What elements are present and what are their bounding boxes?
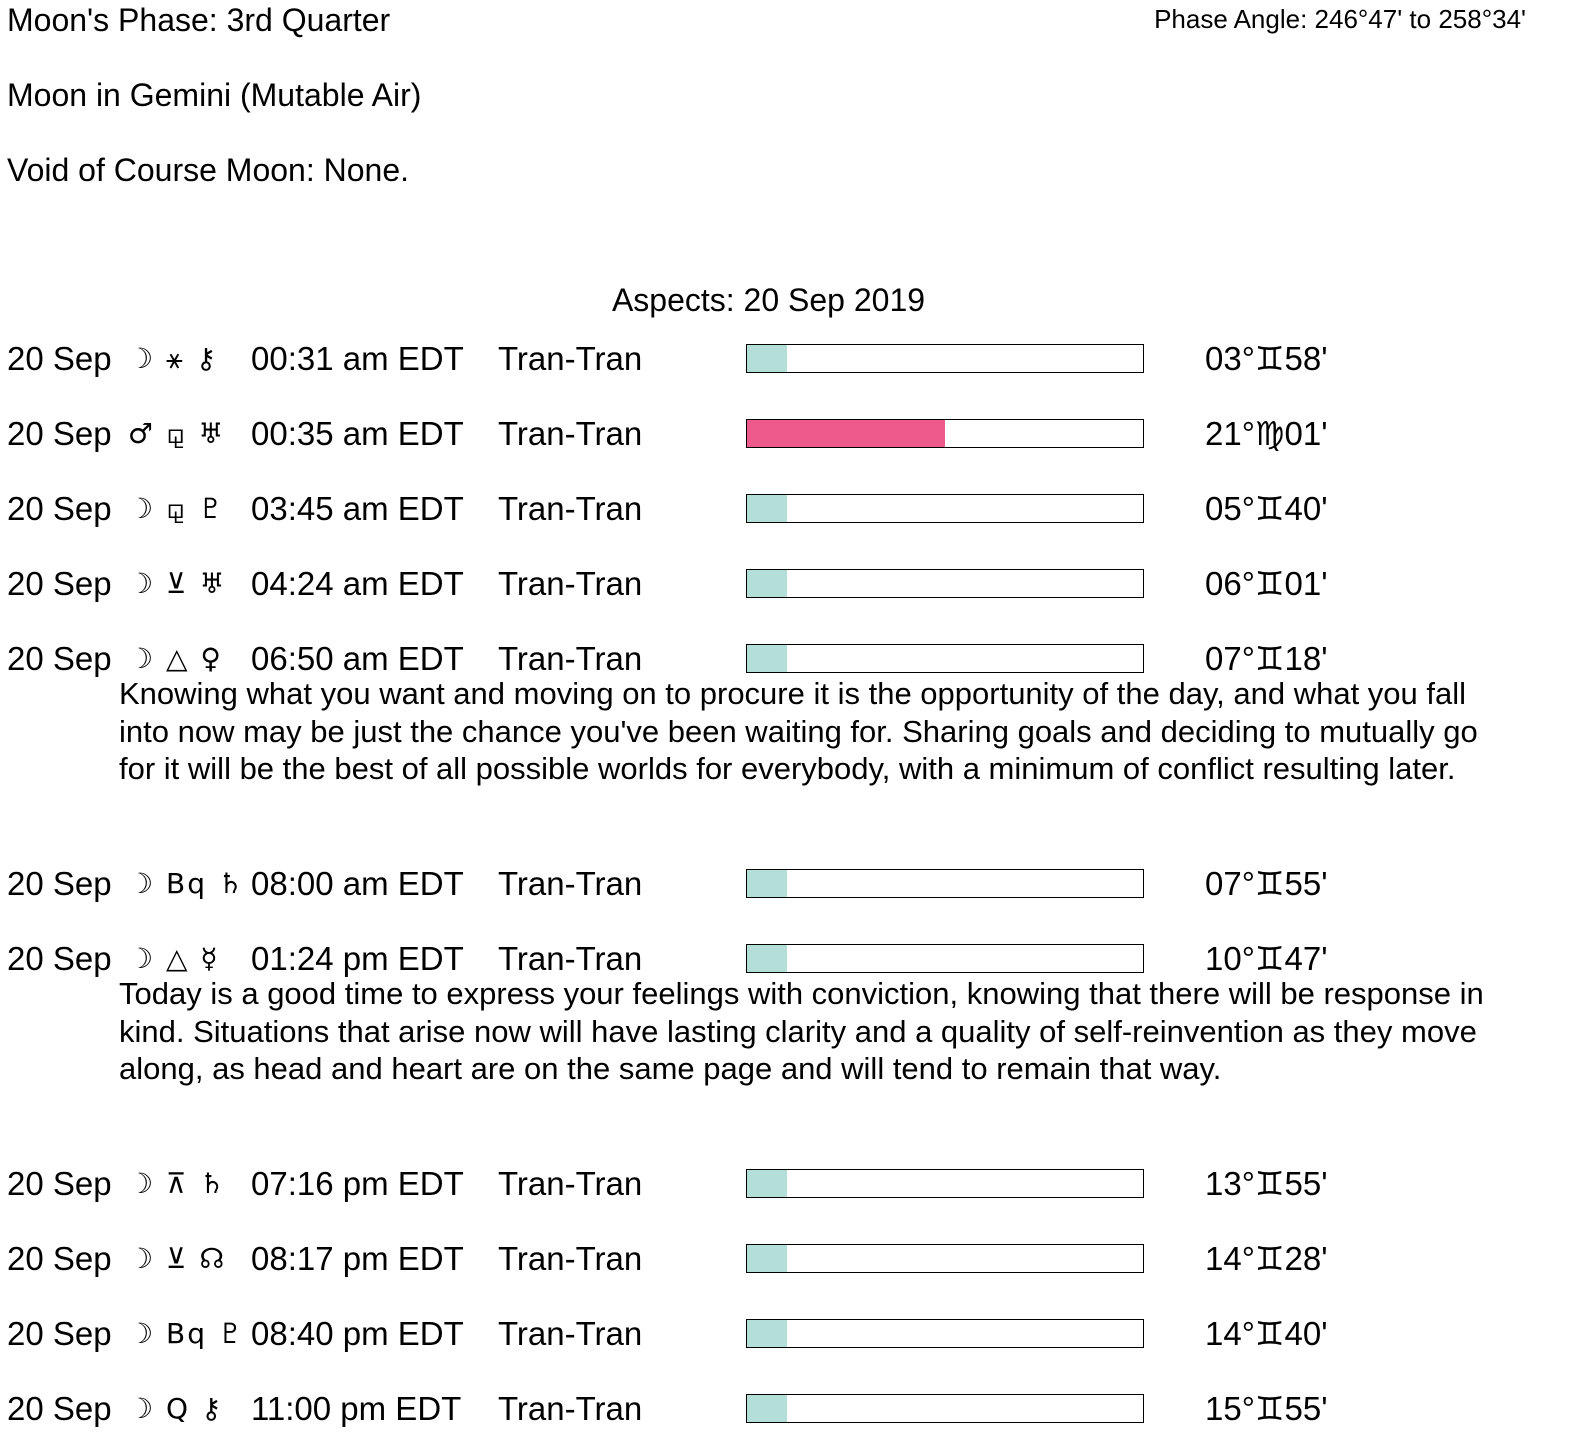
aspect-strength-fill [747,345,787,372]
aspect-description: Today is a good time to express your feelings with conviction, knowing that there will be response in kind. Situations that arise now will have lasting clarity and a quality of self-reinvention as they move along, as head and heart are on the same page and will tend to remain that way. [119,976,1484,1086]
aspect-time: 04:24 am EDT [251,565,464,602]
aspect-description: Knowing what you want and moving on to procure it is the opportunity of the day, and what you fall into now may be just the chance you've been waiting for. Sharing goals and deciding to mutually go for it will be the best of all possible worlds for everybody, with a minimum of conflict resulting later. [119,676,1478,786]
aspect-glyphs-icon: ☽ ⊻ ☊ [128,1242,227,1275]
aspect-date: 20 Sep [7,490,112,527]
aspect-date: 20 Sep [7,1165,112,1202]
moon-sign: Moon in Gemini (Mutable Air) [7,77,422,113]
aspect-strength-bar [746,1394,1144,1423]
aspect-strength-bar [746,569,1144,598]
aspect-time: 08:17 pm EDT [251,1240,464,1277]
aspect-date: 20 Sep [7,415,112,452]
aspect-type: Tran-Tran [498,1390,643,1427]
aspect-time: 00:35 am EDT [251,415,464,452]
aspect-time: 06:50 am EDT [251,640,464,677]
aspect-date: 20 Sep [7,340,112,377]
aspect-row[interactable] [0,1387,1577,1431]
aspect-position: 07°♊55' [1205,865,1328,902]
aspect-date: 20 Sep [7,1315,112,1352]
aspect-strength-fill [747,645,787,672]
aspect-glyphs-icon: ☽ Q ⚷ [128,1392,224,1425]
aspect-time: 00:31 am EDT [251,340,464,377]
void-of-course: Void of Course Moon: None. [7,152,410,188]
aspect-strength-bar [746,644,1144,673]
aspect-position: 14°♊40' [1205,1315,1328,1352]
aspect-strength-bar [746,944,1144,973]
aspect-time: 01:24 pm EDT [251,940,464,977]
aspect-strength-fill [747,570,787,597]
aspect-glyphs-icon: ♂ ⚼ ♅ [128,417,226,450]
aspect-glyphs-icon: ☽ Bq ♇ [128,1317,245,1350]
aspect-glyphs-icon: ☽ ⊻ ♅ [128,567,227,600]
aspect-row[interactable] [0,412,1577,456]
aspect-date: 20 Sep [7,1240,112,1277]
aspect-type: Tran-Tran [498,940,643,977]
aspect-type: Tran-Tran [498,415,643,452]
aspect-date: 20 Sep [7,865,112,902]
aspect-time: 07:16 pm EDT [251,1165,464,1202]
aspect-strength-bar [746,869,1144,898]
aspect-strength-bar [746,419,1144,448]
aspect-strength-fill [747,1245,787,1272]
aspect-strength-fill [747,1320,787,1347]
aspect-time: 03:45 am EDT [251,490,464,527]
aspect-strength-bar [746,1169,1144,1198]
aspect-row[interactable] [0,562,1577,606]
aspect-glyphs-icon: ☽ ⚼ ♇ [128,492,226,525]
aspect-type: Tran-Tran [498,565,643,602]
aspect-time: 08:40 pm EDT [251,1315,464,1352]
aspect-strength-fill [747,495,787,522]
aspect-row[interactable] [0,1312,1577,1356]
aspect-strength-bar [746,344,1144,373]
aspect-time: 11:00 pm EDT [251,1390,462,1427]
aspect-row[interactable] [0,487,1577,531]
aspect-glyphs-icon: ☽ ⊼ ♄ [128,1167,227,1200]
aspect-strength-fill [747,1395,787,1422]
aspect-date: 20 Sep [7,565,112,602]
aspect-strength-fill [747,870,787,897]
aspect-position: 10°♊47' [1205,940,1328,977]
aspect-type: Tran-Tran [498,865,643,902]
phase-angle: Phase Angle: 246°47' to 258°34' [1154,4,1526,34]
aspect-strength-fill [747,945,787,972]
aspect-type: Tran-Tran [498,1315,643,1352]
aspect-strength-fill [747,1170,787,1197]
aspect-type: Tran-Tran [498,490,643,527]
aspect-date: 20 Sep [7,1390,112,1427]
aspect-position: 05°♊40' [1205,490,1328,527]
aspects-title: Aspects: 20 Sep 2019 [611,282,926,318]
aspect-type: Tran-Tran [498,640,643,677]
aspect-position: 06°♊01' [1205,565,1328,602]
aspect-date: 20 Sep [7,640,112,677]
aspect-type: Tran-Tran [498,340,643,377]
aspect-row[interactable] [0,1162,1577,1206]
aspect-type: Tran-Tran [498,1240,643,1277]
aspect-row[interactable] [0,337,1577,381]
aspect-glyphs-icon: ☽ △ ☿ [128,942,220,975]
aspect-row[interactable] [0,1237,1577,1281]
moon-phase-label: Moon's Phase: 3rd Quarter [7,2,391,38]
aspect-row[interactable] [0,862,1577,906]
aspect-position: 15°♊55' [1205,1390,1328,1427]
aspect-position: 07°♊18' [1205,640,1328,677]
aspect-strength-fill [747,420,945,447]
aspect-glyphs-icon: ☽ Bq ♄ [128,867,245,900]
aspect-position: 03°♊58' [1205,340,1328,377]
aspect-glyphs-icon: ☽ △ ♀ [128,642,223,675]
aspect-strength-bar [746,1244,1144,1273]
aspect-type: Tran-Tran [498,1165,643,1202]
aspect-time: 08:00 am EDT [251,865,464,902]
aspect-strength-bar [746,1319,1144,1348]
aspect-strength-bar [746,494,1144,523]
aspect-glyphs-icon: ☽ ⚹ ⚷ [128,342,219,375]
aspect-position: 14°♊28' [1205,1240,1328,1277]
aspect-date: 20 Sep [7,940,112,977]
aspect-position: 13°♊55' [1205,1165,1328,1202]
aspect-position: 21°♍01' [1205,415,1328,452]
